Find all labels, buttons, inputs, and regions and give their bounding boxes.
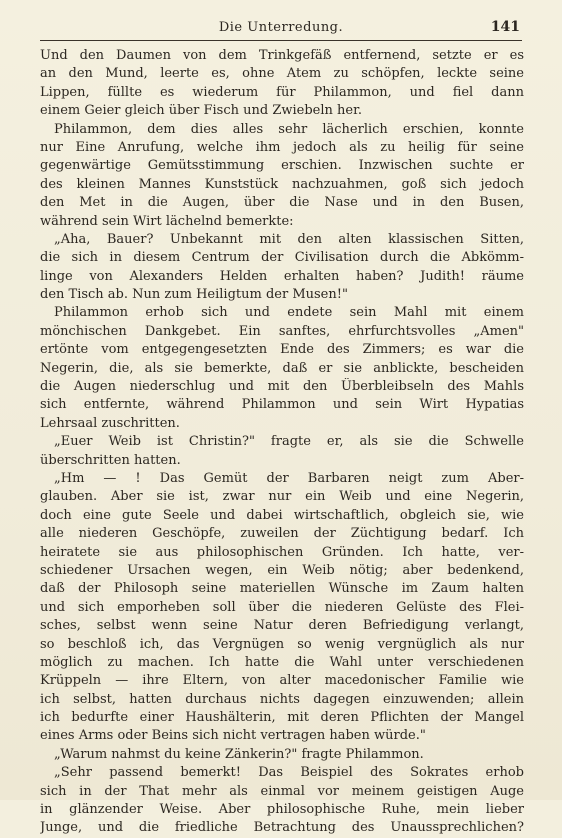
text-line: des kleinen Mannes Kunststück nachzuahmen, goß sich jedoch xyxy=(40,176,524,192)
text-line: doch eine gute Seele und dabei wirtschaftlich, obgleich sie, wie xyxy=(40,507,524,523)
text-line: ich bedurfte einer Haushälterin, mit deren Pflichten der Mangel xyxy=(40,710,524,726)
text-line: ich selbst, hatten durchaus nichts dagegen einzuwenden; allein xyxy=(40,691,524,707)
page-header xyxy=(40,18,522,41)
running-title: Die Unterredung. xyxy=(218,20,344,35)
text-line: Philammon, dem dies alles sehr lächerlich erschien, konnte xyxy=(54,121,524,137)
text-line: eines Arms oder Beins sich nicht vertragen haben würde." xyxy=(40,728,426,744)
text-line: Lehrsaal zuschritten. xyxy=(40,415,180,431)
text-line: so beschloß ich, das Vergnügen so wenig vergnüglich als nur xyxy=(40,636,524,652)
text-line: schiedener Ursachen wegen, ein Weib nötig; aber bedenkend, xyxy=(40,562,524,578)
text-line: überschritten hatten. xyxy=(40,452,181,468)
text-line: linge von Alexanders Helden erhalten haben? Judith! räume xyxy=(40,268,524,284)
text-line: sich in der That mehr als einmal vor meinem geistigen Auge xyxy=(40,783,524,799)
text-line: Negerin, die, als sie bemerkte, daß er sie anblickte, bescheiden xyxy=(40,360,524,376)
text-line: „Warum nahmst du keine Zänkerin?" fragte Philammon. xyxy=(54,746,424,762)
text-line: glauben. Aber sie ist, zwar nur ein Weib und eine Negerin, xyxy=(40,489,524,505)
text-line: den Tisch ab. Nun zum Heiligtum der Musen!" xyxy=(40,287,348,303)
text-line: Und den Daumen von dem Trinkgefäß entfernend, setzte er es xyxy=(40,48,524,63)
text-line: einem Geier gleich über Fisch und Zwiebeln her. xyxy=(40,103,363,119)
text-line: an den Mund, leerte es, ohne Atem zu schöpfen, leckte seine xyxy=(40,66,524,82)
text-line: den Met in die Augen, über die Nase und in den Busen, xyxy=(40,195,524,211)
page-number: 141 xyxy=(490,19,520,35)
text-line: sich entfernte, während Philammon und sein Wirt Hypatias xyxy=(40,397,524,413)
text-line: heiratete sie aus philosophischen Gründen. Ich hatte, ver- xyxy=(40,544,524,560)
text-line: Junge, und die friedliche Betrachtung des Unaussprechlichen? xyxy=(40,820,524,836)
text-line: nur Eine Anrufung, welche ihm jedoch als zu heilig für seine xyxy=(40,139,524,155)
text-line: ertönte vom entgegengesetzten Ende des Zimmers; es war die xyxy=(40,342,524,358)
text-line: „Hm — ! Das Gemüt der Barbaren neigt zum Aber- xyxy=(54,470,524,486)
body-text xyxy=(40,47,524,838)
text-line: daß der Philosoph seine materiellen Wünsche im Zaum halten xyxy=(40,581,524,597)
text-line: die sich in diesem Centrum der Civilisation durch die Abkömm- xyxy=(40,250,524,266)
text-line: „Aha, Bauer? Unbekannt mit den alten klassischen Sitten, xyxy=(54,231,524,247)
text-line: Lippen, füllte es wiederum für Philammon, und fiel dann xyxy=(40,84,524,100)
text-line: die Augen niederschlug und mit den Überbleibseln des Mahls xyxy=(40,379,524,395)
text-line: Philammon erhob sich und endete sein Mahl mit einem xyxy=(54,305,524,321)
text-line: „Euer Weib ist Christin?" fragte er, als sie die Schwelle xyxy=(54,434,524,450)
text-line: Krüppeln — ihre Eltern, von alter macedonischer Familie wie xyxy=(40,673,524,689)
text-line: sches, selbst wenn seine Natur deren Befriedigung verlangt, xyxy=(40,618,524,634)
text-line: mönchischen Dankgebet. Ein sanftes, ehrfurchtsvolles „Amen" xyxy=(40,323,524,339)
text-line: „Sehr passend bemerkt! Das Beispiel des Sokrates erhob xyxy=(54,765,524,781)
text-line: und sich emporheben soll über die niederen Gelüste des Flei- xyxy=(40,599,524,615)
text-line: möglich zu machen. Ich hatte die Wahl unter verschiedenen xyxy=(40,654,524,670)
text-line: während sein Wirt lächelnd bemerkte: xyxy=(40,213,294,229)
text-line: in glänzender Weise. Aber philosophische Ruhe, mein lieber xyxy=(40,802,524,818)
text-line: alle niederen Geschöpfe, zuweilen der Züchtigung bedarf. Ich xyxy=(40,526,524,542)
text-line: gegenwärtige Gemütsstimmung erschien. Inzwischen suchte er xyxy=(40,158,524,174)
